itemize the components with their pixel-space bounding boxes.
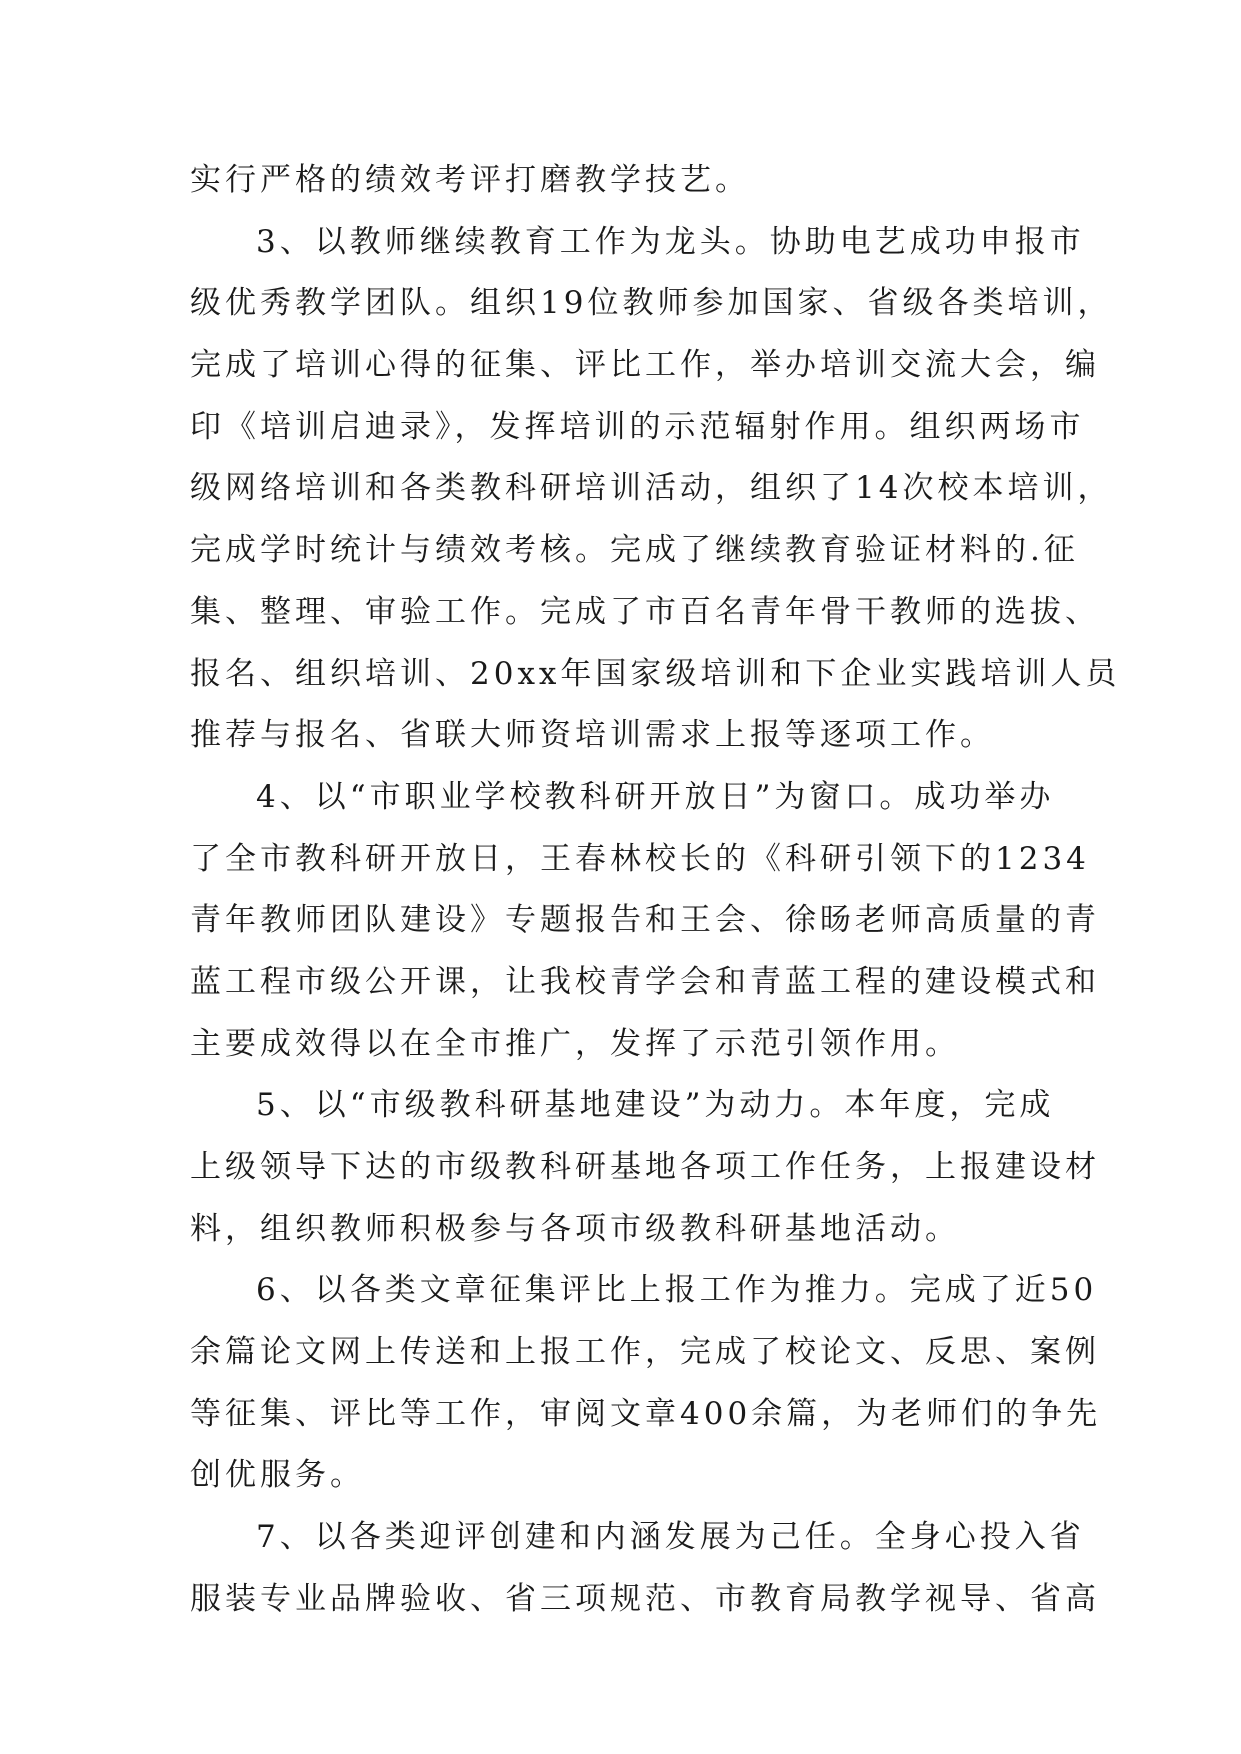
text-line: 蓝工程市级公开课，让我校青学会和青蓝工程的建设模式和 [190, 963, 1100, 1000]
text-line: 服装专业品牌验收、省三项规范、市教育局教学视导、省高 [190, 1580, 1100, 1617]
paragraph-7-start: 7、以各类迎评创建和内涵发展为己任。全身心投入省 [256, 1519, 1085, 1556]
text-line: 完成了培训心得的征集、评比工作，举办培训交流大会，编 [190, 347, 1100, 384]
text-line: 集、整理、审验工作。完成了市百名青年骨干教师的选拔、 [190, 593, 1100, 630]
text-line: 印《培训启迪录》，发挥培训的示范辐射作用。组织两场市 [190, 408, 1085, 445]
text-line: 余篇论文网上传送和上报工作，完成了校论文、反思、案例 [190, 1334, 1100, 1371]
text-line: 完成学时统计与绩效考核。完成了继续教育验证材料的.征 [190, 532, 1079, 569]
paragraph-3-start: 3、以教师继续教育工作为龙头。协助电艺成功申报市 [256, 223, 1085, 260]
document-body [190, 150, 1121, 1631]
text-line: 等征集、评比等工作，审阅文章400余篇，为老师们的争先 [190, 1395, 1102, 1432]
text-line: 主要成效得以在全市推广，发挥了示范引领作用。 [190, 1025, 960, 1062]
text-line: 了全市教科研开放日，王春林校长的《科研引领下的1234 [190, 840, 1090, 877]
text-line: 青年教师团队建设》专题报告和王会、徐旸老师高质量的青 [190, 902, 1100, 939]
text-line: 级网络培训和各类教科研培训活动，组织了14次校本培训， [190, 470, 1113, 507]
text-line: 料，组织教师积极参与各项市级教科研基地活动。 [190, 1210, 960, 1247]
text-line: 级优秀教学团队。组织19位教师参加国家、省级各类培训， [190, 285, 1113, 322]
text-line: 报名、组织培训、20xx年国家级培训和下企业实践培训人员 [190, 655, 1121, 692]
paragraph-6-start: 6、以各类文章征集评比上报工作为推力。完成了近50 [256, 1272, 1098, 1309]
text-line: 推荐与报名、省联大师资培训需求上报等逐项工作。 [190, 717, 995, 754]
text-line: 实行严格的绩效考评打磨教学技艺。 [190, 162, 750, 198]
text-line: 上级领导下达的市级教科研基地各项工作任务，上报建设材 [190, 1149, 1100, 1185]
text-line: 创优服务。 [190, 1457, 365, 1494]
paragraph-4-start: 4、以“市职业学校教科研开放日”为窗口。成功举办 [256, 778, 1055, 815]
paragraph-5-start: 5、以“市级教科研基地建设”为动力。本年度，完成 [256, 1087, 1055, 1124]
